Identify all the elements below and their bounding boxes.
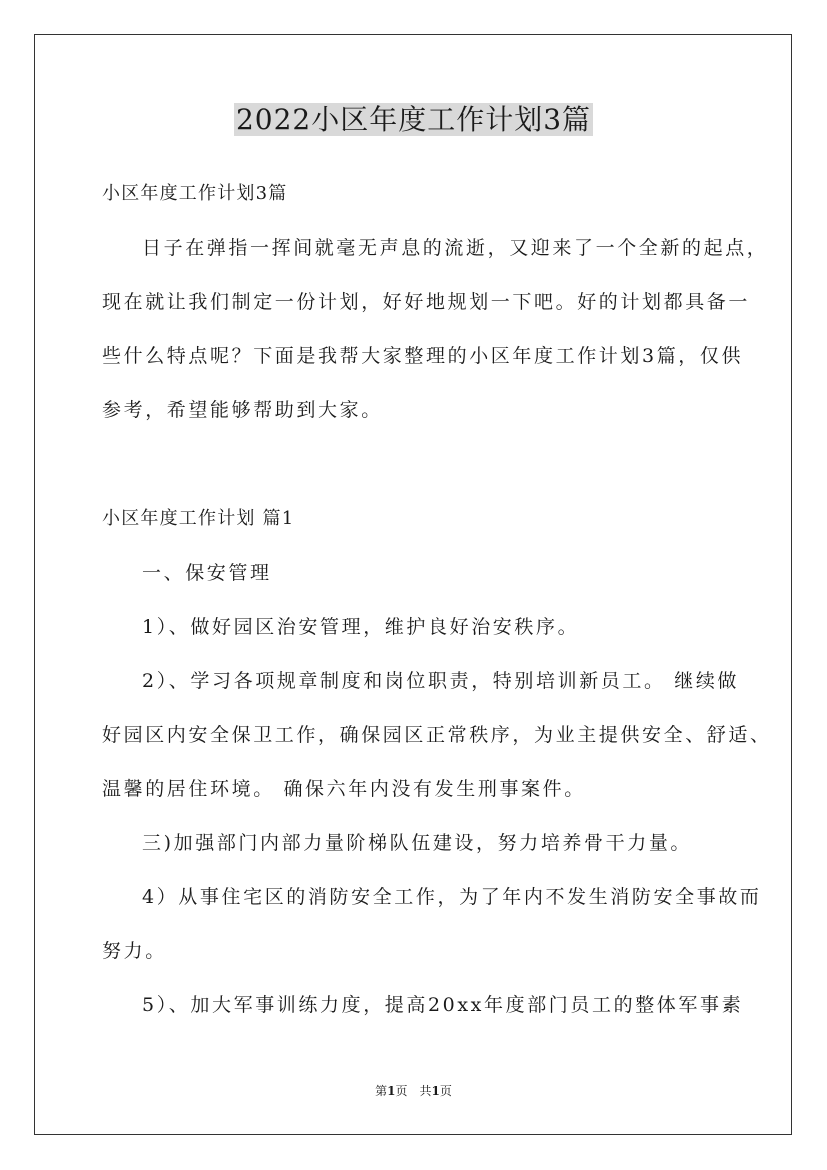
body-line-8: 努力。 xyxy=(102,940,167,962)
page-footer xyxy=(0,1082,827,1100)
intro-line-1: 日子在弹指一挥间就毫无声息的流逝，又迎来了一个全新的起点， xyxy=(142,237,769,259)
intro-line-2: 现在就让我们制定一份计划，好好地规划一下吧。好的计划都具备一 xyxy=(102,291,751,313)
body-line-4: 好园区内安全保卫工作，确保园区正常秩序，为业主提供安全、舒适、 xyxy=(102,724,772,746)
footer-mid: 页 共 xyxy=(395,1084,432,1098)
document-title xyxy=(0,100,827,140)
body-line-1: 一、保安管理 xyxy=(142,562,272,584)
footer-suffix: 页 xyxy=(439,1084,452,1098)
intro-line-4: 参考，希望能够帮助到大家。 xyxy=(102,399,383,421)
footer-prefix: 第 xyxy=(375,1084,388,1098)
footer-total-pages: 1 xyxy=(431,1084,440,1098)
body-line-3: 2）、学习各项规章制度和岗位职责，特别培训新员工。 继续做 xyxy=(142,670,740,692)
body-line-5: 温馨的居住环境。 确保六年内没有发生刑事案件。 xyxy=(102,778,586,800)
body-line-2: 1）、做好园区治安管理，维护良好治安秩序。 xyxy=(142,616,580,638)
document-title-text: 2022小区年度工作计划3篇 xyxy=(235,103,592,136)
intro-line-3: 些什么特点呢？下面是我帮大家整理的小区年度工作计划3篇，仅供 xyxy=(102,345,744,367)
footer-current-page: 1 xyxy=(387,1084,396,1098)
document-subtitle: 小区年度工作计划3篇 xyxy=(102,183,288,204)
body-line-7: 4）从事住宅区的消防安全工作，为了年内不发生消防安全事故而 xyxy=(142,886,762,908)
section-heading: 小区年度工作计划 篇1 xyxy=(102,508,295,529)
body-line-9: 5）、加大军事训练力度，提高20xx年度部门员工的整体军事素 xyxy=(142,994,744,1016)
body-line-6: 三)加强部门内部力量阶梯队伍建设，努力培养骨干力量。 xyxy=(142,832,693,854)
